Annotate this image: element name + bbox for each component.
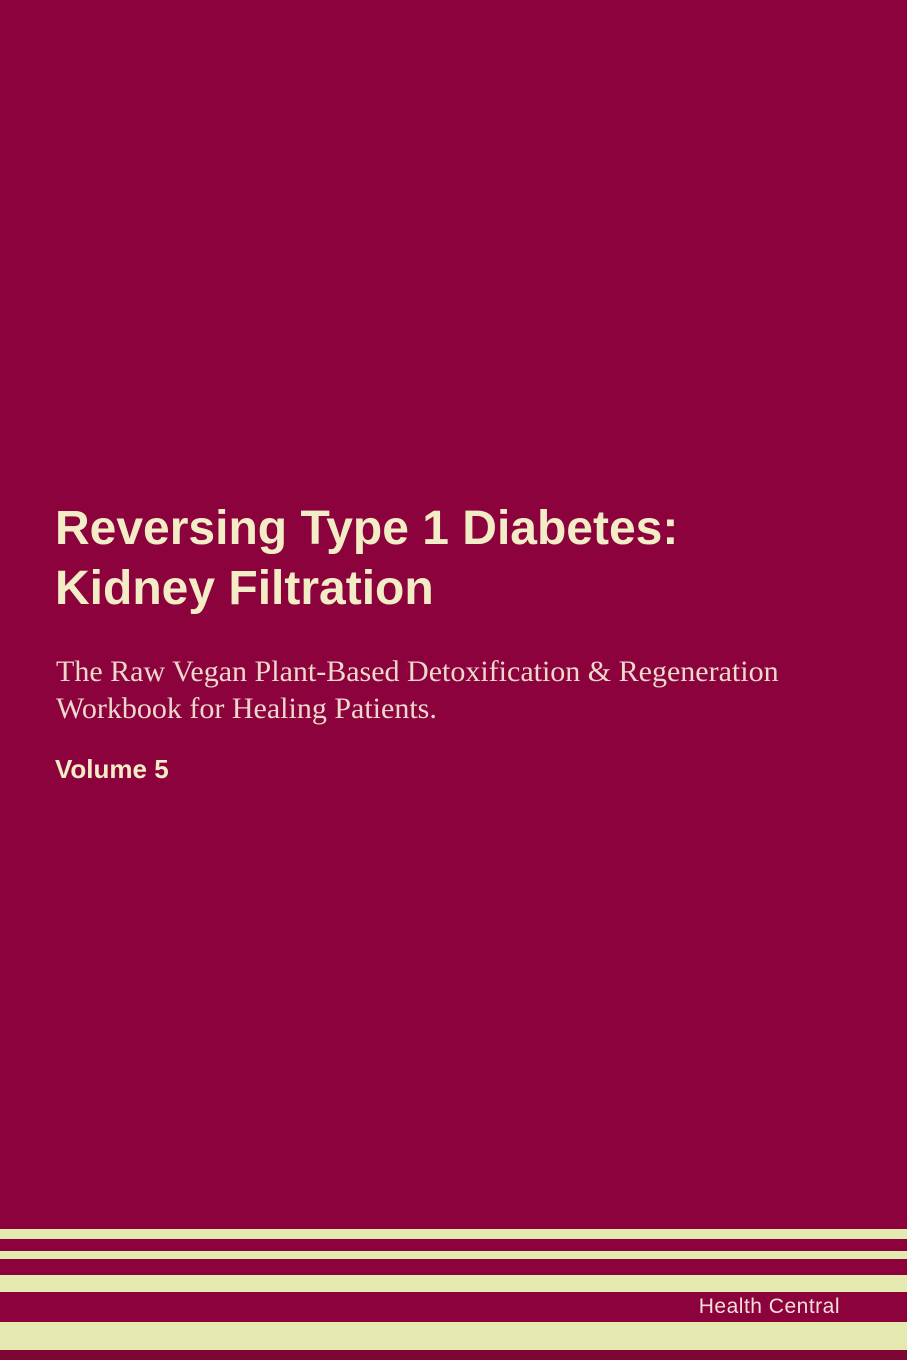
volume-label: Volume 5: [55, 754, 169, 784]
divider-stripe-1: [0, 1229, 907, 1239]
divider-stripe-3: [0, 1275, 907, 1292]
publisher-band: [0, 1292, 907, 1322]
book-subtitle: The Raw Vegan Plant-Based Detoxification & Regeneration Workbook for Healing Patients.: [56, 655, 779, 725]
bottom-edge-stripe: [0, 1350, 907, 1360]
divider-stripe-4: [0, 1322, 907, 1350]
divider-stripe-2: [0, 1251, 907, 1259]
book-title: Reversing Type 1 Diabetes: Kidney Filtration: [55, 502, 679, 615]
publisher-name: Health Central: [698, 1295, 840, 1318]
